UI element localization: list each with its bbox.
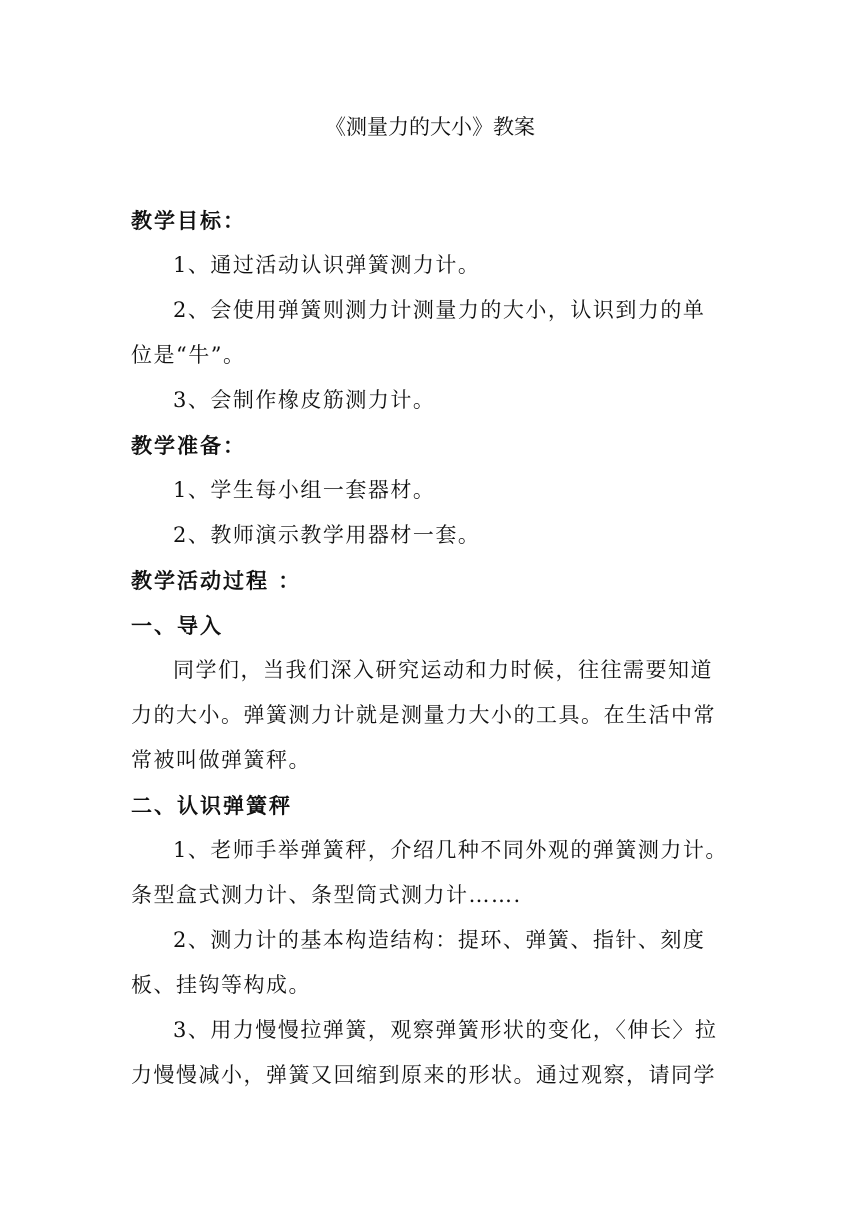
part2-item-2-line-1: 2、测力计的基本构造结构：提环、弹簧、指针、刻度 [173,928,706,952]
part2-item-1-line-2: 条型盒式测力计、条型筒式测力计……. [131,883,522,907]
process-heading: 教学活动过程 ： [131,568,302,593]
part2-heading: 二、认识弹簧秤 [131,793,292,818]
preparation-item-2: 2、教师演示教学用器材一套。 [173,523,481,547]
page-title: 《测量力的大小》教案 [325,115,535,139]
preparation-item-1: 1、学生每小组一套器材。 [173,478,436,502]
part2-item-3-line-1: 3、用力慢慢拉弹簧，观察弹簧形状的变化，〈伸长〉拉 [173,1018,718,1042]
part1-paragraph-line-1: 同学们，当我们深入研究运动和力时候，往往需要知道 [173,658,713,682]
part2-item-1-line-1: 1、老师手举弹簧秤，介绍几种不同外观的弹簧测力计。 [173,838,728,862]
objectives-heading: 教学目标： [131,208,246,233]
preparation-heading: 教学准备： [131,433,246,458]
part1-paragraph-line-2: 力的大小。弹簧测力计就是测量力大小的工具。在生活中常 [131,703,716,727]
document-body [131,198,731,1098]
objective-item-2-line-2: 位是“牛”。 [131,343,246,367]
part1-heading: 一、导入 [131,613,223,638]
part2-item-3-line-2: 力慢慢减小，弹簧又回缩到原来的形状。通过观察，请同学 [131,1063,716,1087]
objective-item-1: 1、通过活动认识弹簧测力计。 [173,253,481,277]
objective-item-2-line-1: 2、会使用弹簧则测力计测量力的大小，认识到力的单 [173,298,706,322]
part1-paragraph-line-3: 常被叫做弹簧秤。 [131,748,311,772]
part2-item-2-line-2: 板、挂钩等构成。 [131,973,311,997]
objective-item-3: 3、会制作橡皮筋测力计。 [173,388,436,412]
